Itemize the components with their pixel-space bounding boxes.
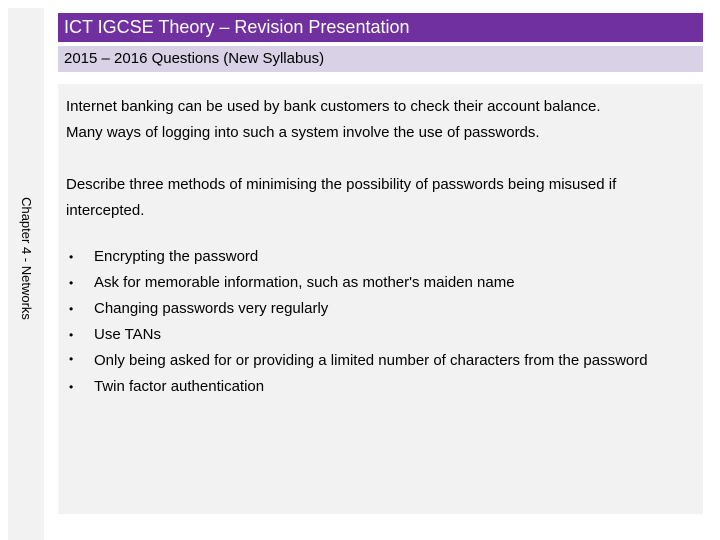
chapter-label: Chapter 4 - Networks bbox=[18, 196, 34, 320]
bullet-icon: • bbox=[69, 380, 74, 394]
question-text: Describe three methods of minimising the possibility of passwords being misused if intercepted. bbox=[66, 176, 617, 219]
chapter-label-container bbox=[8, 188, 44, 328]
list-item bbox=[66, 374, 686, 400]
page-subtitle: 2015 – 2016 Questions (New Syllabus) bbox=[58, 46, 703, 72]
list-item-text: Use TANs bbox=[94, 326, 161, 343]
bullet-icon: • bbox=[69, 352, 74, 366]
list-item-text: Changing passwords very regularly bbox=[94, 300, 329, 317]
list-item bbox=[66, 244, 686, 270]
list-item bbox=[66, 270, 686, 296]
list-item-text: Twin factor authentication bbox=[94, 378, 265, 395]
list-item bbox=[66, 348, 686, 374]
bullet-icon: • bbox=[69, 250, 74, 264]
intro-text bbox=[66, 94, 696, 146]
bullet-icon: • bbox=[69, 302, 74, 316]
intro-line: Internet banking can be used by bank customers to check their account balance. bbox=[66, 98, 601, 115]
list-item bbox=[66, 296, 686, 322]
intro-line: Many ways of logging into such a system involve the use of passwords. bbox=[66, 124, 540, 141]
answer-list bbox=[66, 244, 686, 400]
list-item-text: Encrypting the password bbox=[94, 248, 259, 265]
list-item-text: Ask for memorable information, such as mother's maiden name bbox=[94, 274, 515, 291]
bullet-icon: • bbox=[69, 276, 74, 290]
list-item-text: Only being asked for or providing a limited number of characters from the password bbox=[94, 352, 648, 369]
page-title: ICT IGCSE Theory – Revision Presentation bbox=[58, 13, 703, 42]
list-item bbox=[66, 322, 686, 348]
bullet-icon: • bbox=[69, 328, 74, 342]
